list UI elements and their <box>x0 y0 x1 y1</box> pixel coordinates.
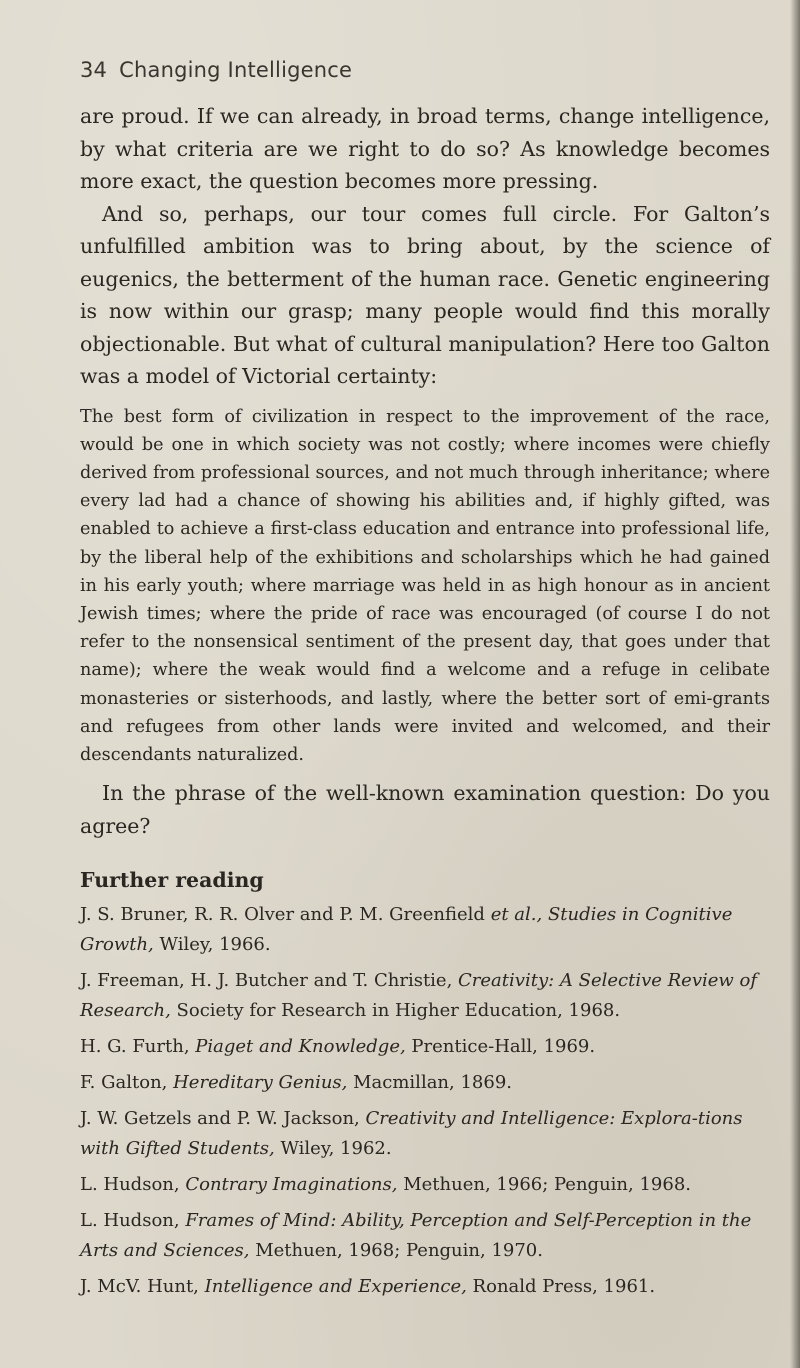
reference-title: Piaget and Knowledge, <box>195 1036 406 1058</box>
reference-title: Intelligence and Experience, <box>204 1276 467 1298</box>
further-reading-heading: Further reading <box>80 868 264 893</box>
reference-authors: J. McV. Hunt, <box>80 1276 205 1298</box>
reference-publisher: Ronald Press, 1961. <box>466 1276 656 1298</box>
reference-item <box>80 1170 770 1200</box>
reference-publisher: Wiley, 1962. <box>274 1138 392 1160</box>
reference-item <box>80 1032 770 1062</box>
reference-title: Hereditary Genius, <box>173 1072 348 1094</box>
reference-title: Contrary Imaginations, <box>185 1174 398 1196</box>
block-quote <box>80 403 770 770</box>
reference-item <box>80 900 770 960</box>
running-header <box>80 58 352 82</box>
reference-publisher: Macmillan, 1869. <box>347 1072 512 1094</box>
page-body <box>80 100 770 1308</box>
reference-authors: J. S. Bruner, R. R. Olver and P. M. Greenfield <box>80 904 491 926</box>
reference-title: et al., Studies in Cognitive Growth, <box>80 904 733 956</box>
reference-list <box>80 900 770 1302</box>
reference-authors: H. G. Furth, <box>80 1036 196 1058</box>
reference-authors: F. Galton, <box>80 1072 174 1094</box>
paragraph-conclusion: In the phrase of the well-known examination question: Do you agree? <box>80 781 770 838</box>
reference-publisher: Methuen, 1968; Penguin, 1970. <box>249 1240 543 1262</box>
paragraph-continuation: are proud. If we can already, in broad terms, change intelligence, by what criteria are we right to do so? As knowledge becomes more exact, the question becomes more pressing. <box>80 104 770 193</box>
reference-title: Frames of Mind: Ability, Perception and Self-Perception in the Arts and Sciences, <box>80 1210 752 1262</box>
reference-item <box>80 1104 770 1164</box>
reference-item <box>80 1272 770 1302</box>
reference-authors: J. Freeman, H. J. Butcher and T. Christie, <box>80 970 459 992</box>
reference-item <box>80 966 770 1026</box>
page-edge-shadow <box>790 0 800 1368</box>
reference-title: Creativity and Intelligence: Explora-tions with Gifted Students, <box>80 1108 743 1160</box>
reference-item <box>80 1206 770 1266</box>
reference-authors: L. Hudson, <box>80 1174 186 1196</box>
reference-publisher: Wiley, 1966. <box>153 934 271 956</box>
page-number: 34 <box>80 58 108 82</box>
reference-publisher: Methuen, 1966; Penguin, 1968. <box>397 1174 691 1196</box>
block-quote-text: The best form of civilization in respect to the improvement of the race, would be one in which society was not costly; where incomes were chiefly derived from professional sources, and not much through inheritance; where every lad had a chance of showing his abilities and, if highly gifted, was enabled to achieve a first-class education and entrance into professional life, by the liberal help of the exhibitions and scholarships which he had gained in his early youth; where marriage was held in as high honour as in ancient Jewish times; where the pride of race was encouraged (of course I do not refer to the nonsensical sentiment of the present day, that goes under that name); where the weak would find a welcome and a refuge in celibate monasteries or sisterhoods, and lastly, where the better sort of emi-grants and refugees from other lands were invited and welcomed, and their descendants naturalized. <box>80 406 770 765</box>
running-title: Changing Intelligence <box>119 58 353 82</box>
reference-title: Creativity: A Selective Review of Research, <box>80 970 758 1022</box>
reference-publisher: Society for Research in Higher Education, 1968. <box>170 1000 621 1022</box>
reference-authors: L. Hudson, <box>80 1210 186 1232</box>
paragraph-galton: And so, perhaps, our tour comes full circle. For Galton’s unfulfilled ambition was to bring about, by the science of eugenics, the betterment of the human race. Genetic engineering is now within our grasp; many people would find this morally objectionable. But what of cultural manipulation? Here too Galton was a model of Victorial certainty: <box>80 201 770 388</box>
reference-authors: J. W. Getzels and P. W. Jackson, <box>80 1108 366 1130</box>
reference-publisher: Prentice-Hall, 1969. <box>405 1036 596 1058</box>
reference-item <box>80 1068 770 1098</box>
